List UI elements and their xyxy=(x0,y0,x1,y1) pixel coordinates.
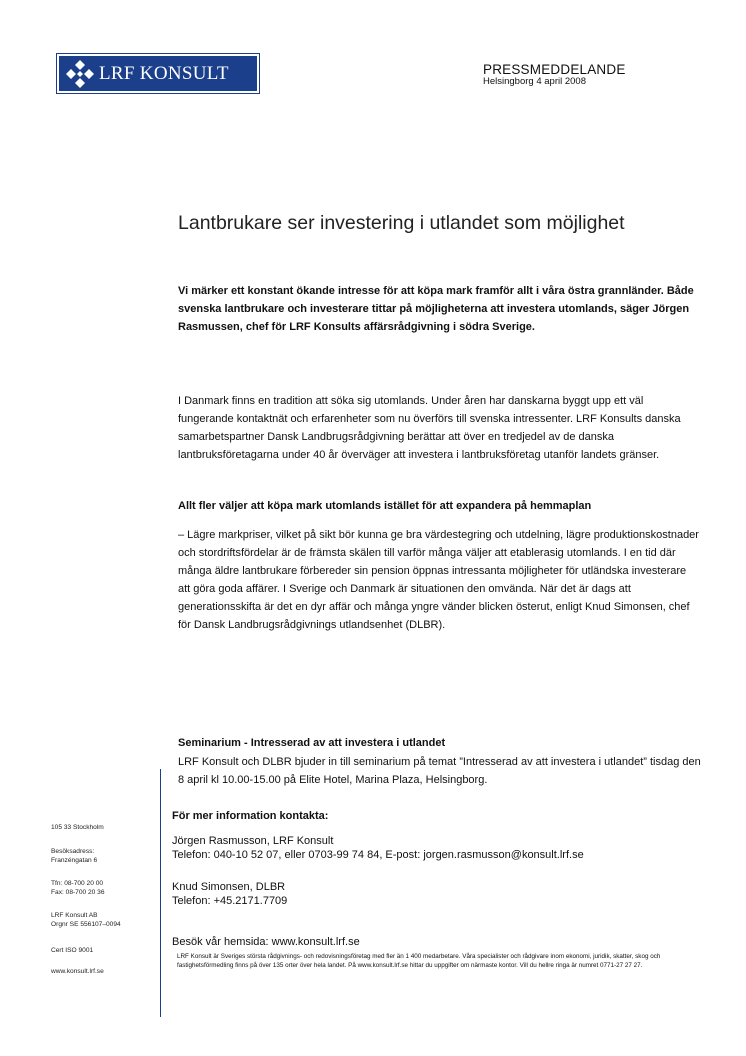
place-date: Helsingborg 4 april 2008 xyxy=(483,76,586,87)
subheading: Allt fler väljer att köpa mark utomlands istället för att expandera på hemmaplan xyxy=(178,500,592,512)
headline: Lantbrukare ser investering i utlandet som möjlighet xyxy=(178,212,625,234)
document-type: PRESSMEDDELANDE xyxy=(483,62,626,77)
diamond-emblem-icon xyxy=(63,57,97,91)
sidebar-web: www.konsult.lrf.se xyxy=(51,968,104,975)
body-paragraph-2: – Lägre markpriser, vilket på sikt bör kunna ge bra värdestegring och utdelning, lägre produktionskostnader och stordriftsfördelar är de främsta skälen till varför många väljer att etablerasig utomlands. I en tid där många äldre lantbrukare förbereder sin pension öppnas intressanta möjligheter för utländska investerare att göra goda affärer. I Sverige och Danmark är situationen den omvända. När det är dags att generationsskifta är det en dyr affär och många yngre vänder blicken österut, enligt Knud Simonsen, chef för Dansk Landbrugsrådgivnings utlandsenhet (DLBR). xyxy=(178,529,699,631)
logo-text: LRF KONSULT xyxy=(99,62,229,84)
sidebar-cert: Cert ISO 9001 xyxy=(51,947,94,954)
seminar-title: Seminarium - Intresserad av att investera i utlandet xyxy=(178,737,446,749)
sidebar-company-name: LRF Konsult AB xyxy=(51,912,98,919)
contact-1-phone: Telefon: 040-10 52 07, eller 0703-99 74 84, E-post: jorgen.rasmusson@konsult.lrf.se xyxy=(172,849,584,861)
sidebar-fax: Fax: 08-700 20 36 xyxy=(51,888,105,896)
sidebar-postal: 105 33 Stockholm xyxy=(51,824,104,831)
sidebar-orgnr: Orgnr SE 556107–0094 xyxy=(51,920,121,928)
sidebar-visit-label: Besöksadress: xyxy=(51,848,95,855)
lead-paragraph: Vi märker ett konstant ökande intresse för att köpa mark framför allt i våra östra grannländer. Både svenska lantbrukare och investerare tittar på möjligheterna att investera utomlands, säger Jörgen Rasmussen, chef för LRF Konsults affärsrådgivning i södra Sverige. xyxy=(178,285,694,333)
vertical-divider xyxy=(160,769,161,1017)
company-about: LRF Konsult är Sveriges största rådgivnings- och redovisningsföretag med fler än 1 400 medarbetare. Våra specialister och rådgivare inom ekonomi, juridik, skatter, skog och fastighetsförmedling finns på över 135 orter över hela landet. På www.konsult.lrf.se hittar du uppgifter om närmaste kontor. Vill du hellre ringa är numret 0771-27 27 27. xyxy=(177,953,661,969)
seminar-body: LRF Konsult och DLBR bjuder in till seminarium på temat ”Intresserad av att investera i utlandet” tisdag den 8 april kl 10.00-15.00 på Elite Hotel, Marina Plaza, Helsingborg. xyxy=(178,756,701,786)
lrf-konsult-logo xyxy=(57,54,259,93)
sidebar-company xyxy=(51,912,121,929)
sidebar-visit-street: Franzéngatan 6 xyxy=(51,856,98,864)
sidebar-visit-address xyxy=(51,848,97,865)
contact-person-2 xyxy=(172,880,287,908)
website-line: Besök vår hemsida: www.konsult.lrf.se xyxy=(172,936,360,948)
sidebar-phone-fax xyxy=(51,880,105,897)
contact-person-1 xyxy=(172,834,584,862)
sidebar-phone: Tfn: 08-700 20 00 xyxy=(51,880,104,887)
contact-1-name: Jörgen Rasmusson, LRF Konsult xyxy=(172,835,334,847)
contact-2-name: Knud Simonsen, DLBR xyxy=(172,881,286,893)
press-header xyxy=(483,62,626,87)
contact-2-phone: Telefon: +45.2171.7709 xyxy=(172,895,288,907)
body-paragraph-1: I Danmark finns en tradition att söka sig utomlands. Under åren har danskarna byggt upp ett väl fungerande kontaktnät och erfarenheter som nu överförs till svenska intressenter. LRF Konsults danska samarbetspartner Dansk Landbrugsrådgivning berättar att över en tredjedel av de danska lantbruksföretagarna under 40 år överväger att investera i lantbruksföretag utanför landets gränser. xyxy=(178,395,681,461)
contact-title: För mer information kontakta: xyxy=(172,810,329,822)
